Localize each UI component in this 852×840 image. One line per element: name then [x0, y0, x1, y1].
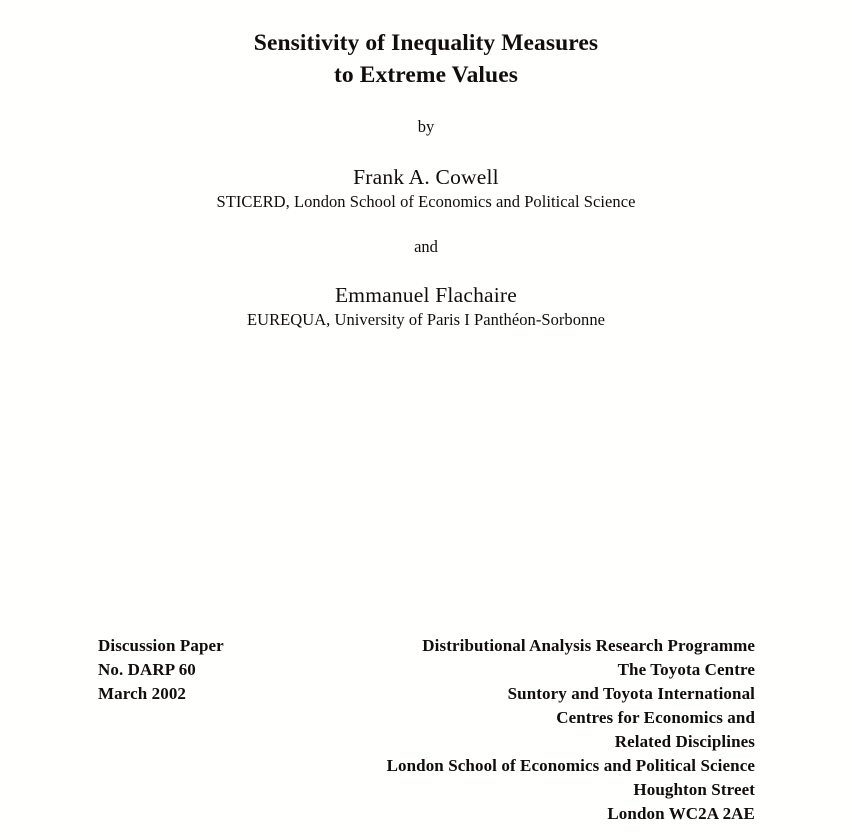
footer-right-line: Distributional Analysis Research Programme: [422, 636, 755, 655]
footer-left-line: No. DARP 60: [98, 660, 196, 679]
footer-left-line: March 2002: [98, 684, 187, 703]
author-connector: and: [414, 237, 438, 256]
footer-paper-info: [98, 634, 224, 706]
author-affiliation-1: STICERD, London School of Economics and Political Science: [216, 192, 636, 211]
byline-connector: by: [417, 117, 435, 136]
footer-right-line: London School of Economics and Political Science: [386, 756, 755, 775]
title-line-2: to Extreme Values: [333, 62, 519, 88]
author-name-1: Frank A. Cowell: [353, 165, 499, 189]
page-title: [0, 27, 852, 91]
footer-right-line: Centres for Economics and: [556, 708, 755, 727]
footer-left-line: Discussion Paper: [98, 636, 224, 655]
footer-right-line: Suntory and Toyota International: [507, 684, 755, 703]
footer-right-line: Houghton Street: [633, 780, 755, 799]
author-affiliation-2: EUREQUA, University of Paris I Panthéon-Sorbonne: [246, 310, 606, 329]
footer-institution-address: [255, 634, 755, 826]
author-entry-2: [0, 281, 852, 331]
author-entry-1: [0, 163, 852, 213]
footer-right-line: The Toyota Centre: [617, 660, 755, 679]
title-line-1: Sensitivity of Inequality Measures: [253, 30, 599, 56]
page-footer: [0, 634, 852, 840]
author-name-2: Emmanuel Flachaire: [334, 283, 518, 307]
footer-right-line: Related Disciplines: [614, 732, 755, 751]
footer-right-line: London WC2A 2AE: [607, 804, 755, 823]
